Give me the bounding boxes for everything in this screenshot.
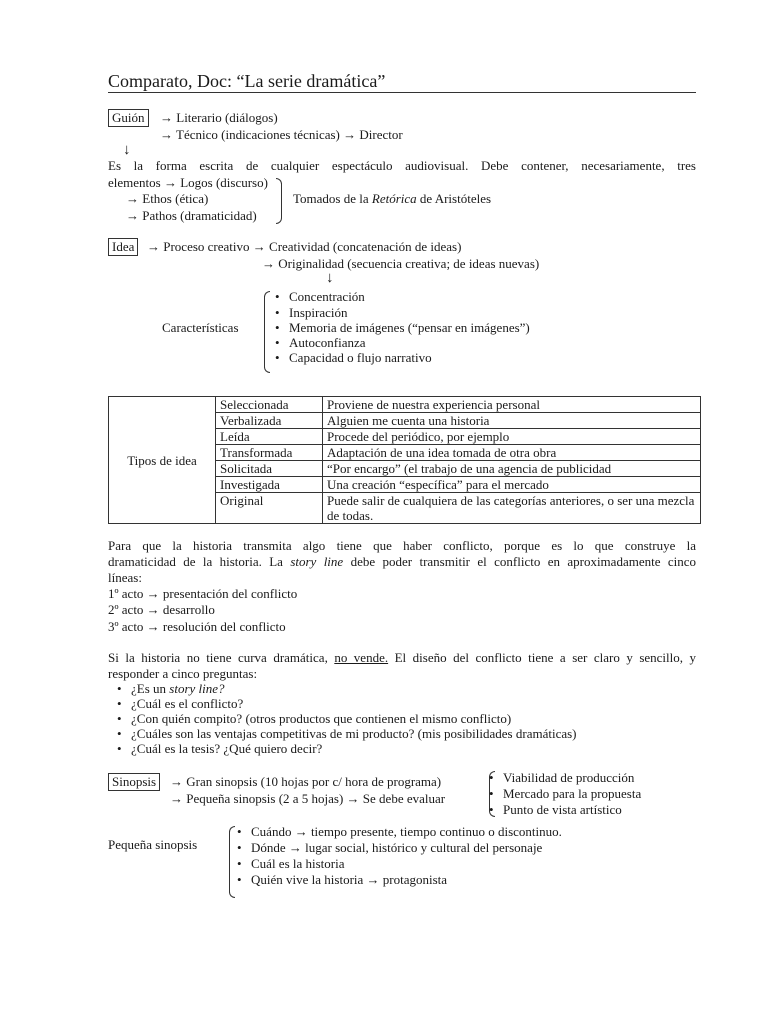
- pregunta-item: • ¿Cuál es la tesis? ¿Qué quiero decir?: [131, 741, 322, 757]
- idea-down-arrow-icon: ↓: [326, 270, 334, 286]
- caracteristica-item: • Concentración: [289, 289, 365, 305]
- desc-cell: Alguien me cuenta una historia: [323, 413, 701, 429]
- pequena-sinopsis-label: Pequeña sinopsis: [108, 837, 198, 852]
- caracteristicas-brace: [264, 291, 270, 373]
- guion-label: Guión: [108, 109, 149, 127]
- desc-cell: Una creación “específica” para el mercado: [323, 477, 701, 493]
- evaluar-item: • Viabilidad de producción: [503, 770, 634, 786]
- evaluar-item: • Punto de vista artístico: [503, 802, 622, 818]
- tipo-cell: Leída: [216, 429, 323, 445]
- idea-label: Idea: [108, 238, 138, 256]
- caracteristica-item: • Autoconfianza: [289, 335, 366, 351]
- conflicto-line2: dramaticidad de la historia. La story line debe poder transmitir el conflicto en aproximadamente cinco: [108, 554, 696, 569]
- caracteristica-item: • Inspiración: [289, 305, 347, 321]
- pequena-item: • Quién vive la historia → protagonista: [251, 872, 447, 888]
- acto-1: 1º acto → presentación del conflicto: [108, 586, 298, 601]
- desc-cell: “Por encargo” (el trabajo de una agencia de publicidad: [323, 461, 701, 477]
- desc-cell: Proviene de nuestra experiencia personal: [323, 397, 701, 413]
- tipo-cell: Verbalizada: [216, 413, 323, 429]
- acto-3: 3º acto → resolución del conflicto: [108, 619, 286, 634]
- curva-line1: Si la historia no tiene curva dramática, no vende. El diseño del conflicto tiene a ser claro y sencillo, y: [108, 650, 696, 665]
- tipo-cell: Solicitada: [216, 461, 323, 477]
- pregunta-item: • ¿Cuáles son las ventajas competitivas de mi producto? (mis posibilidades dramáticas): [131, 726, 577, 742]
- pequena-brace: [229, 826, 235, 898]
- title-rule: [108, 92, 696, 93]
- guion-down-arrow-icon: ↓: [123, 142, 131, 158]
- tipos-label: Tipos de idea: [109, 397, 216, 524]
- guion-tecnico: → Técnico (indicaciones técnicas) → Director: [160, 127, 403, 142]
- sinopsis-label: Sinopsis: [108, 773, 160, 791]
- guion-paragraph-line2: elementos → Logos (discurso): [108, 175, 268, 190]
- table-row: [109, 397, 701, 413]
- page-title: Comparato, Doc: “La serie dramática”: [108, 71, 386, 91]
- caracteristica-item: • Capacidad o flujo narrativo: [289, 350, 432, 366]
- curva-line2: responder a cinco preguntas:: [108, 666, 258, 681]
- pequena-item: • Dónde → lugar social, histórico y cultural del personaje: [251, 840, 542, 856]
- guion-ethos: → Ethos (ética): [126, 191, 209, 206]
- idea-originalidad: → Originalidad (secuencia creativa; de ideas nuevas): [262, 256, 540, 271]
- guion-paragraph-line1: Es la forma escrita de cualquier espectáculo audiovisual. Debe contener, necesariamente, tres: [108, 158, 696, 173]
- guion-pathos: → Pathos (dramaticidad): [126, 208, 257, 223]
- evaluar-item: • Mercado para la propuesta: [503, 786, 641, 802]
- pequena-item: • Cuál es la historia: [251, 856, 345, 872]
- idea-proceso: → Proceso creativo → Creatividad (concatenación de ideas): [147, 239, 462, 254]
- retorica-note: Tomados de la Retórica de Aristóteles: [293, 191, 492, 206]
- caracteristica-item: • Memoria de imágenes (“pensar en imágenes”): [289, 320, 530, 336]
- gran-sinopsis: → Gran sinopsis (10 hojas por c/ hora de programa): [170, 774, 442, 789]
- caracteristicas-label: Características: [162, 320, 239, 335]
- pequena-sinopsis-line: → Pequeña sinopsis (2 a 5 hojas) → Se debe evaluar: [170, 791, 446, 806]
- pequena-item: • Cuándo → tiempo presente, tiempo continuo o discontinuo.: [251, 824, 562, 840]
- tipo-cell: Investigada: [216, 477, 323, 493]
- desc-cell: Procede del periódico, por ejemplo: [323, 429, 701, 445]
- tipo-cell: Transformada: [216, 445, 323, 461]
- desc-cell: Puede salir de cualquiera de las categorías anteriores, o ser una mezcla de todas.: [323, 493, 701, 524]
- acto-2: 2º acto → desarrollo: [108, 602, 215, 617]
- pregunta-item: • ¿Cuál es el conflicto?: [131, 696, 243, 712]
- retorica-brace: [276, 178, 282, 224]
- tipos-de-idea-table: [108, 396, 701, 524]
- tipo-cell: Original: [216, 493, 323, 524]
- guion-literario: → Literario (diálogos): [160, 110, 278, 125]
- pregunta-item: • ¿Con quién compito? (otros productos que contienen el mismo conflicto): [131, 711, 511, 727]
- conflicto-line1: Para que la historia transmita algo tiene que haber conflicto, porque es lo que construye la: [108, 538, 696, 553]
- pregunta-item: • ¿Es un story line?: [131, 681, 225, 697]
- desc-cell: Adaptación de una idea tomada de otra obra: [323, 445, 701, 461]
- tipo-cell: Seleccionada: [216, 397, 323, 413]
- conflicto-line3: líneas:: [108, 570, 142, 585]
